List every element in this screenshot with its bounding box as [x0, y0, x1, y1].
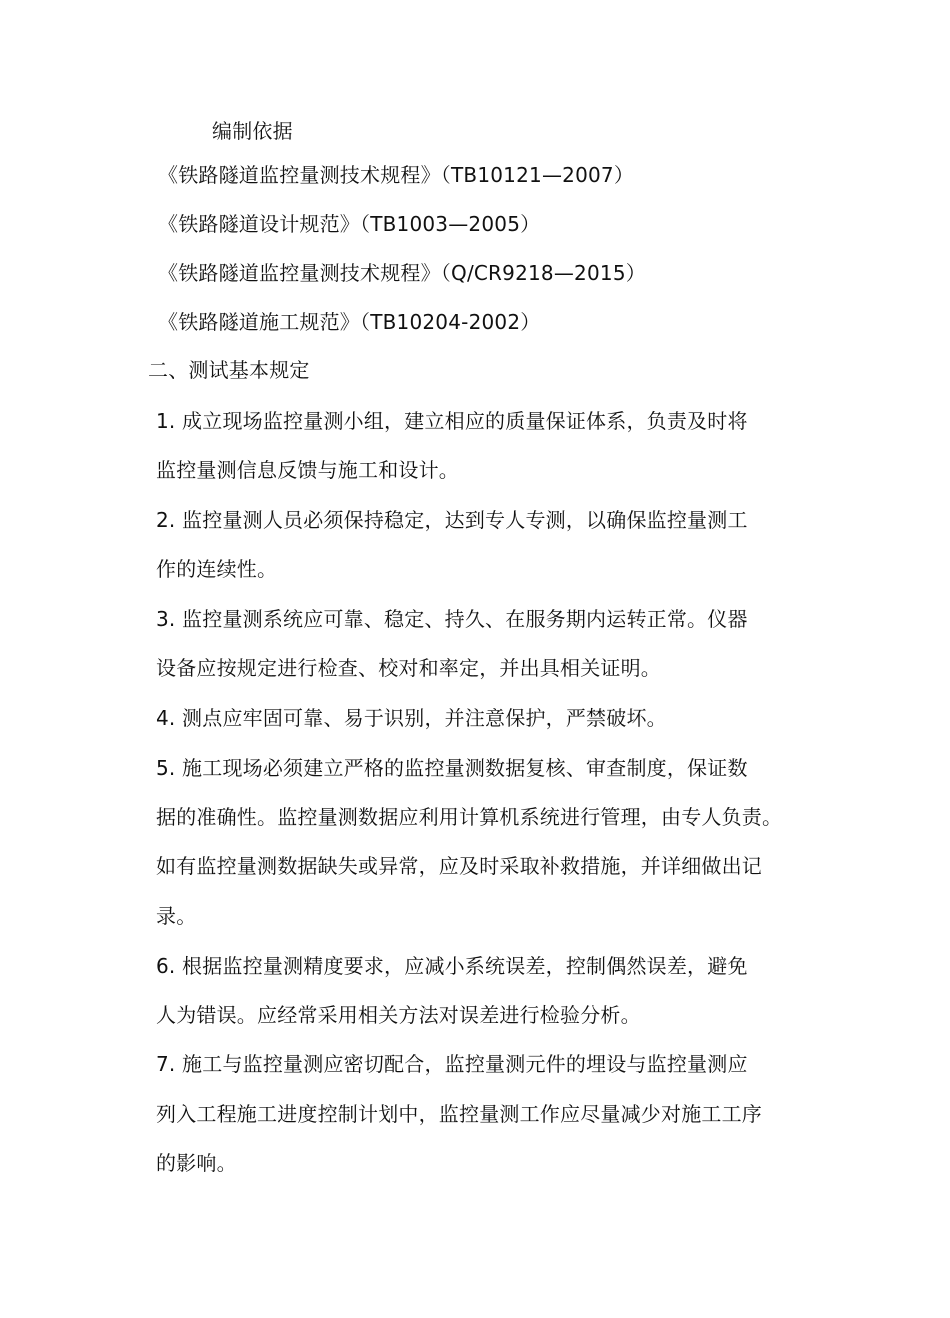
- item-6-line-1: 6. 根据监控量测精度要求，应减小系统误差，控制偶然误差，避免: [156, 954, 748, 978]
- item-7-line-3: 的影响。: [156, 1151, 237, 1175]
- item-2-line-1: 2. 监控量测人员必须保持稳定，达到专人专测，以确保监控量测工: [156, 508, 748, 532]
- item-6-line-2: 人为错误。应经常采用相关方法对误差进行检验分析。: [156, 1003, 641, 1027]
- reference-line: 《铁路隧道设计规范》（TB1003—2005）: [158, 212, 541, 236]
- item-3-line-2: 设备应按规定进行检查、校对和率定，并出具相关证明。: [156, 656, 661, 680]
- basis-heading: 编制依据: [212, 119, 293, 143]
- reference-line: 《铁路隧道监控量测技术规程》（Q/CR9218—2015）: [158, 261, 646, 285]
- item-5-line-2: 据的准确性。监控量测数据应利用计算机系统进行管理，由专人负责。: [156, 805, 783, 829]
- item-5-line-1: 5. 施工现场必须建立严格的监控量测数据复核、审查制度，保证数: [156, 756, 748, 780]
- item-7-line-2: 列入工程施工进度控制计划中，监控量测工作应尽量减少对施工工序: [156, 1102, 762, 1126]
- reference-line: 《铁路隧道监控量测技术规程》（TB10121—2007）: [158, 163, 635, 187]
- reference-line: 《铁路隧道施工规范》（TB10204-2002）: [158, 310, 541, 334]
- item-7-line-1: 7. 施工与监控量测应密切配合，监控量测元件的埋设与监控量测应: [156, 1052, 748, 1076]
- item-3-line-1: 3. 监控量测系统应可靠、稳定、持久、在服务期内运转正常。仪器: [156, 607, 748, 631]
- item-5-line-4: 录。: [156, 904, 197, 928]
- item-2-line-2: 作的连续性。: [156, 557, 278, 581]
- item-1-line-2: 监控量测信息反馈与施工和设计。: [156, 458, 459, 482]
- section-two-title: 二、测试基本规定: [148, 358, 310, 382]
- item-1-line-1: 1. 成立现场监控量测小组，建立相应的质量保证体系，负责及时将: [156, 409, 748, 433]
- item-4-line-1: 4. 测点应牢固可靠、易于识别，并注意保护，严禁破坏。: [156, 706, 667, 730]
- item-5-line-3: 如有监控量测数据缺失或异常，应及时采取补救措施，并详细做出记: [156, 854, 762, 878]
